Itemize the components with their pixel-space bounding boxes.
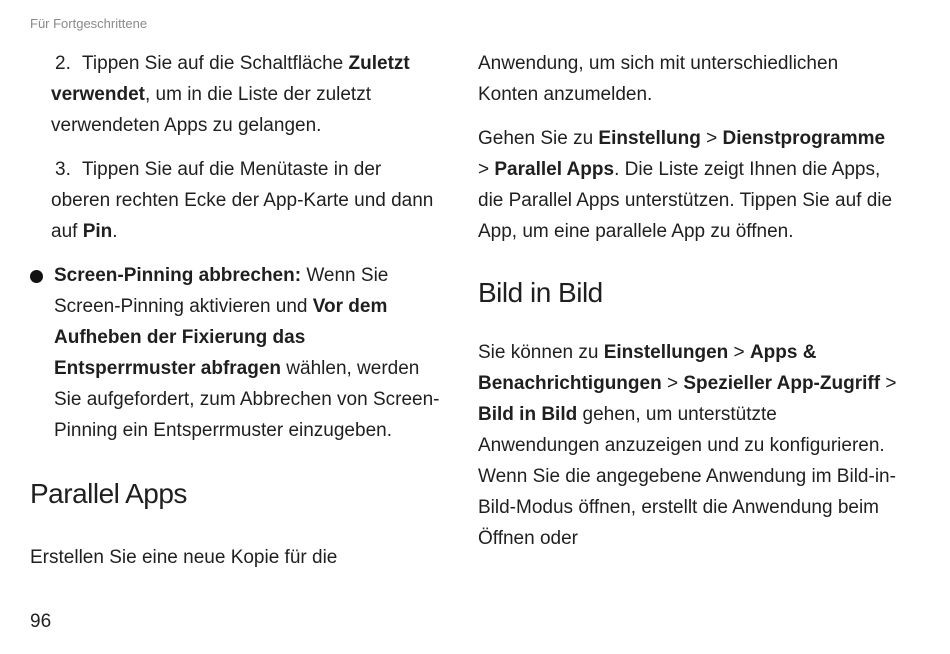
right-column (478, 48, 898, 554)
step-text: , um in die Liste der zuletzt verwendeten Apps zu gelangen. (51, 84, 371, 136)
para-text: > (478, 159, 495, 180)
para-bold: Dienstprogramme (722, 128, 886, 149)
para-text: > (880, 373, 897, 394)
para-text: gehen, um unterstützte Anwendungen anzuzeigen und zu konfigurieren. Wenn Sie die angegebene Anwendung im Bild-in-Bild-Modus öffnen, erstellt die Anwendung beim Öffnen oder (478, 404, 896, 549)
paragraph: Erstellen Sie eine neue Kopie für die (30, 547, 338, 568)
paragraph (478, 123, 898, 247)
para-bold: Einstellungen (603, 342, 729, 363)
paragraph (478, 337, 898, 554)
step-number: 2. (55, 53, 71, 74)
bullet-text: Wenn Sie Screen-Pinning aktivieren und (54, 265, 389, 317)
para-bold: Apps & Benachrichtigungen (478, 342, 817, 394)
bullet-bold: Screen-Pinning abbrechen: (54, 265, 302, 286)
para-bold: Spezieller App-Zugriff (683, 373, 881, 394)
step-text: . (112, 221, 118, 242)
step-bold: Zuletzt verwendet (51, 53, 410, 105)
para-text: > (661, 373, 684, 394)
para-text: Gehen Sie zu (478, 128, 599, 149)
para-text: > (700, 128, 723, 149)
paragraph: Anwendung, um sich mit unterschiedlichen Konten anzumelden. (478, 53, 839, 105)
step-text: Tippen Sie auf die Menütaste in der oberen rechten Ecke der App-Karte und dann auf (51, 159, 434, 242)
step-2 (30, 48, 445, 141)
bullet-item (30, 260, 445, 446)
running-header: Für Fortgeschrittene (30, 16, 148, 31)
para-text: . Die Liste zeigt Ihnen die Apps, die Parallel Apps unterstützen. Tippen Sie auf die App, um eine parallele App zu öffnen. (478, 159, 893, 242)
step-3 (30, 154, 445, 247)
section-heading-parallel-apps: Parallel Apps (30, 478, 187, 509)
bullet-dot-icon (30, 270, 43, 283)
section-heading-bild-in-bild: Bild in Bild (478, 277, 603, 308)
bullet-bold: Vor dem Aufheben der Fixierung das Entsperrmuster abfragen (54, 296, 388, 379)
para-text: Sie können zu (478, 342, 604, 363)
step-text: Tippen Sie auf die Schaltfläche (82, 53, 349, 74)
step-bold: Pin (82, 221, 113, 242)
left-column (30, 48, 445, 573)
para-text: > (728, 342, 750, 363)
para-bold: Parallel Apps (494, 159, 615, 180)
bullet-text: wählen, werden Sie aufgefordert, zum Abbrechen von Screen-Pinning ein Entsperrmuster einzugeben. (54, 358, 440, 441)
para-bold: Einstellung (598, 128, 701, 149)
page-number: 96 (30, 611, 52, 632)
step-number: 3. (55, 159, 71, 180)
para-bold: Bild in Bild (478, 404, 578, 425)
